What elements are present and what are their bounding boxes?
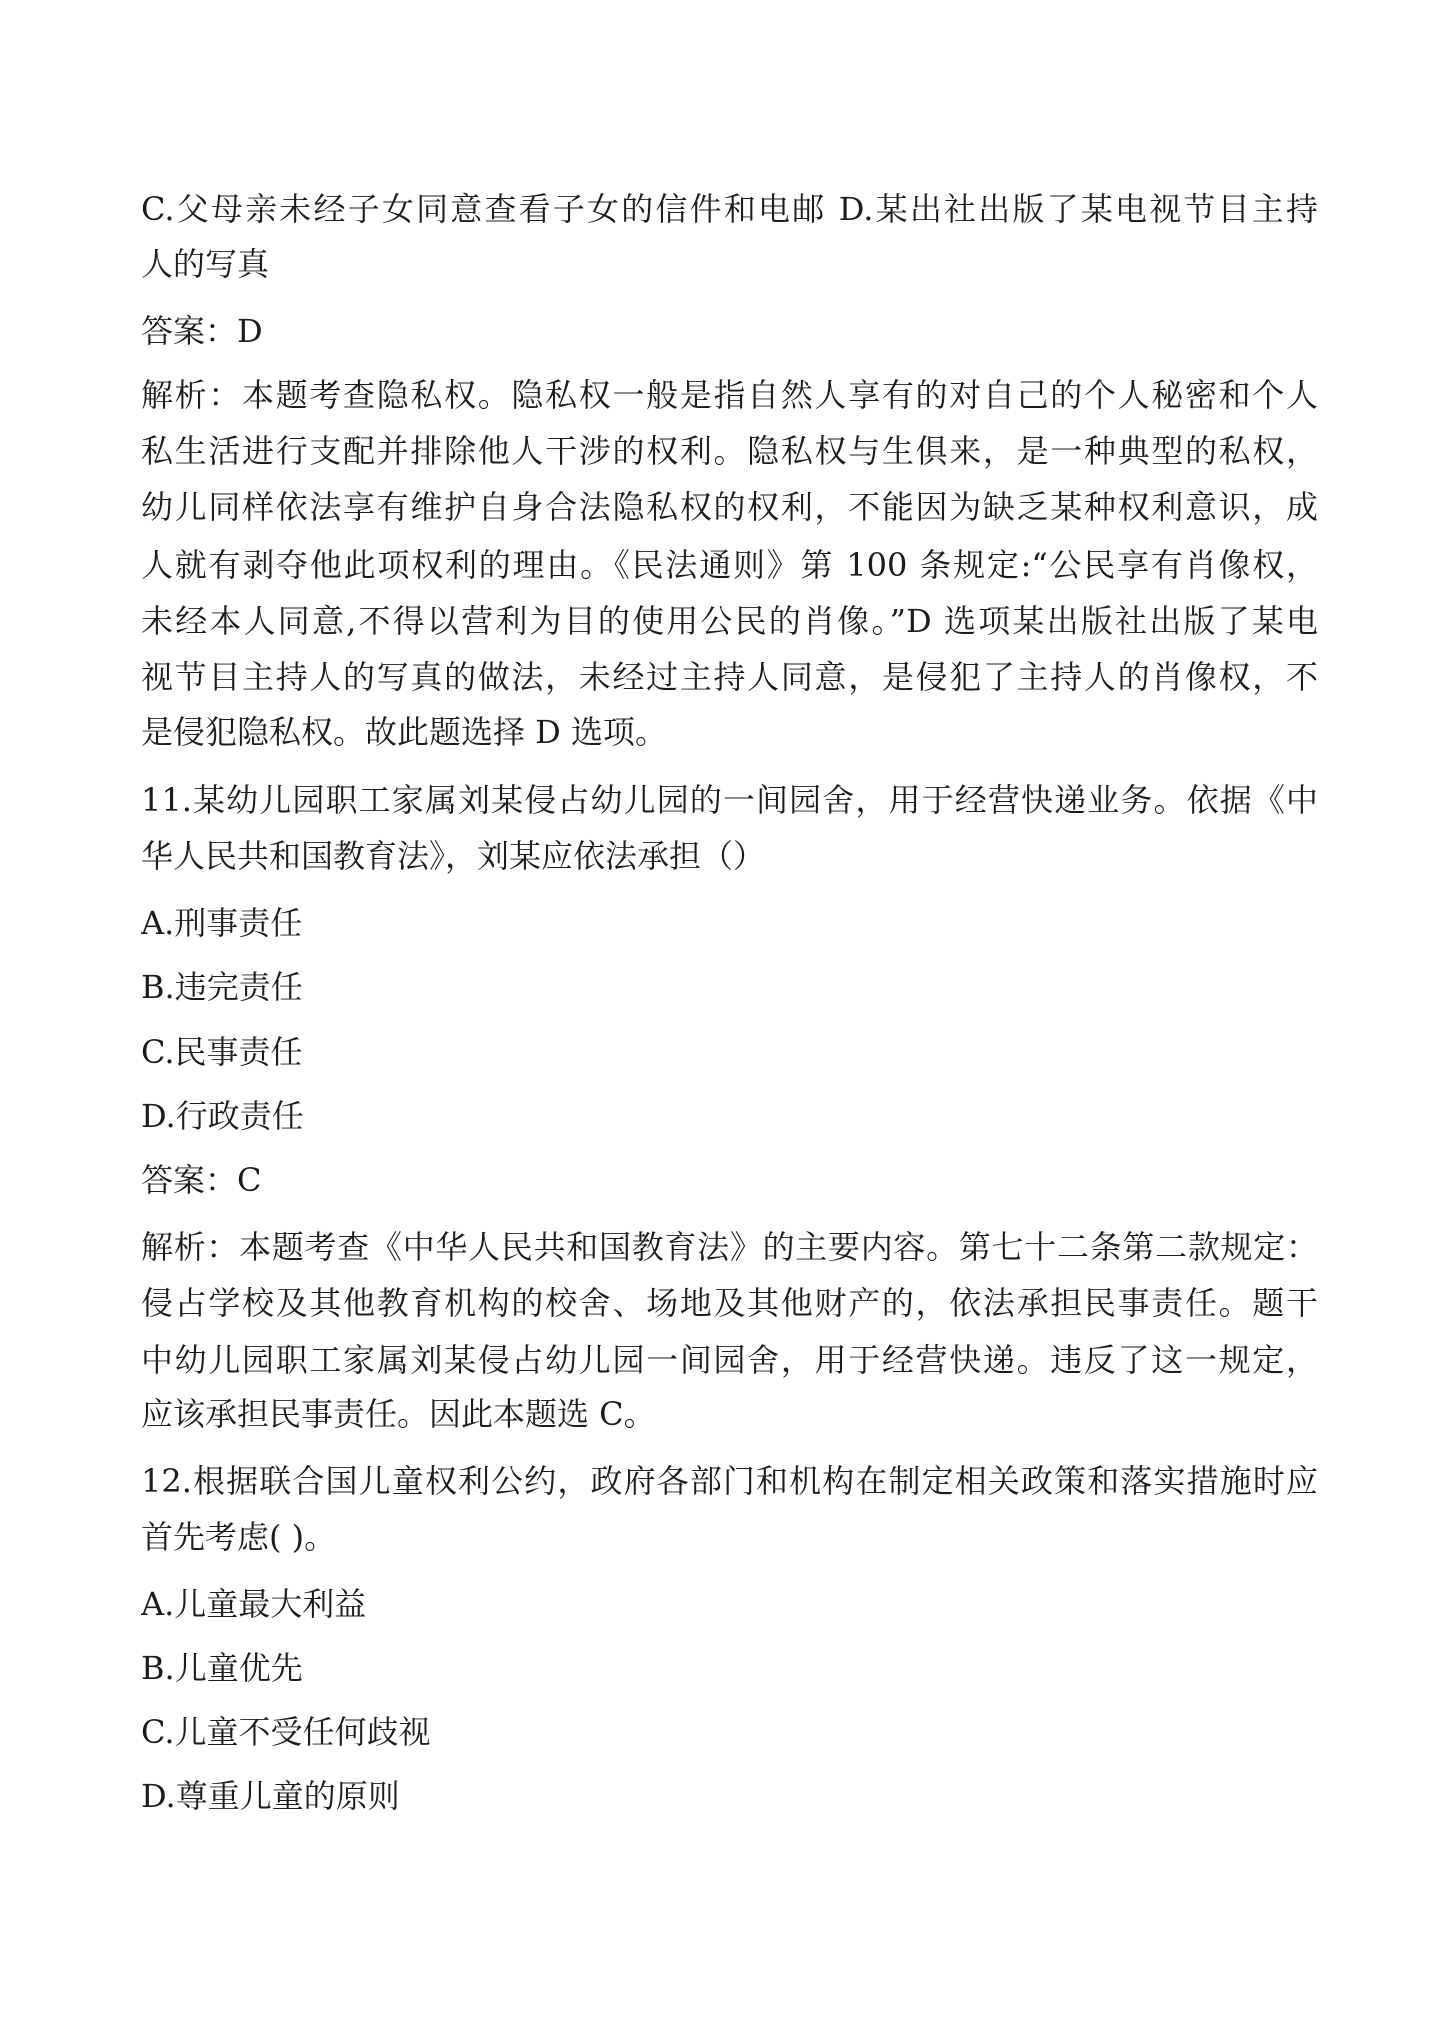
q11-option-c: C.民事责任 xyxy=(141,1033,303,1071)
q11-stem-line: 华人民共和国教育法》，刘某应依法承担（） xyxy=(141,837,766,875)
q10-analysis-line: 未经本人同意,不得以营利为目的使用公民的肖像。”D 选项某出版社出版了某电 xyxy=(141,602,1318,640)
q10-analysis-line: 人就有剥夺他此项权利的理由。《民法通则》第 100 条规定:“公民享有肖像权， xyxy=(141,546,1318,584)
q12-option-d: D.尊重儿童的原则 xyxy=(141,1777,400,1815)
q10-analysis-line: 幼儿同样依法享有维护自身合法隐私权的权利，不能因为缺乏某种权利意识，成 xyxy=(141,488,1318,526)
q11-stem-line: 11.某幼儿园职工家属刘某侵占幼儿园的一间园舍，用于经营快递业务。依据《中 xyxy=(141,781,1318,819)
q10-option-line: C.父母亲未经子女同意查看子女的信件和电邮 D.某出社出版了某电视节目主持 xyxy=(141,190,1318,228)
q12-option-a: A.儿童最大利益 xyxy=(141,1585,367,1623)
q10-answer: 答案：D xyxy=(141,312,263,350)
q10-analysis-line: 是侵犯隐私权。故此题选择 D 选项。 xyxy=(141,713,668,751)
q11-analysis-line: 解析：本题考查《中华人民共和国教育法》的主要内容。第七十二条第二款规定： xyxy=(141,1228,1318,1266)
q11-option-b: B.违完责任 xyxy=(141,968,303,1006)
q10-analysis-line: 解析：本题考查隐私权。隐私权一般是指自然人享有的对自己的个人秘密和个人 xyxy=(141,376,1318,414)
q12-option-c: C.儿童不受任何歧视 xyxy=(141,1713,431,1751)
q10-analysis-line: 视节目主持人的写真的做法，未经过主持人同意，是侵犯了主持人的肖像权，不 xyxy=(141,658,1318,696)
q11-analysis-line: 中幼儿园职工家属刘某侵占幼儿园一间园舍，用于经营快递。违反了这一规定， xyxy=(141,1341,1318,1379)
q12-option-b: B.儿童优先 xyxy=(141,1649,303,1687)
q12-stem-line: 首先考虑( )。 xyxy=(141,1518,337,1556)
q10-option-line: 人的写真 xyxy=(141,245,270,283)
q11-option-a: A.刑事责任 xyxy=(141,904,303,942)
q12-stem-line: 12.根据联合国儿童权利公约，政府各部门和机构在制定相关政策和落实措施时应 xyxy=(141,1462,1318,1500)
q11-analysis-line: 侵占学校及其他教育机构的校舍、场地及其他财产的，依法承担民事责任。题干 xyxy=(141,1284,1318,1322)
q11-analysis-line: 应该承担民事责任。因此本题选 C。 xyxy=(141,1395,656,1433)
q10-analysis-line: 私生活进行支配并排除他人干涉的权利。隐私权与生俱来，是一种典型的私权， xyxy=(141,432,1318,470)
q11-answer: 答案：C xyxy=(141,1161,262,1199)
q11-option-d: D.行政责任 xyxy=(141,1097,304,1135)
